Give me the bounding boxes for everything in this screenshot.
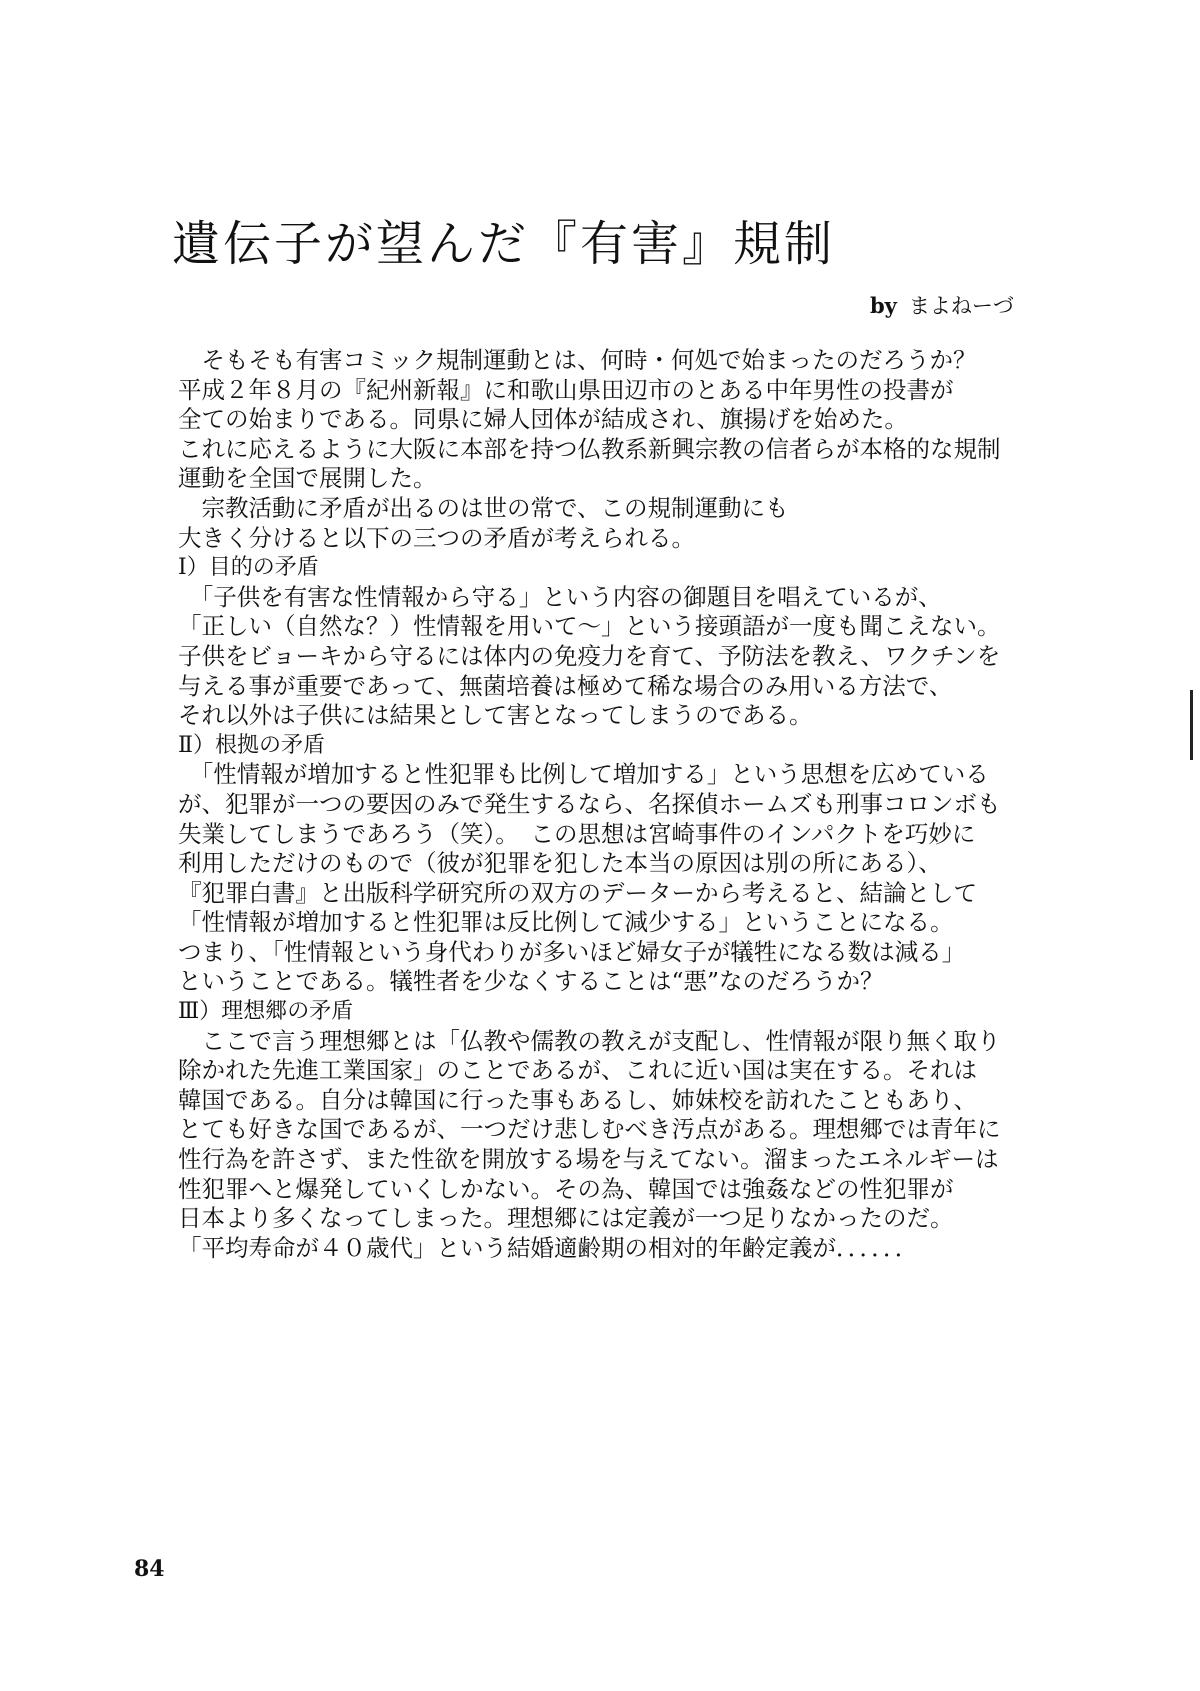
body-line: とても好きな国であるが、一つだけ悲しむべき汚点がある。理想郷では青年に xyxy=(178,1115,1001,1144)
body-line: 「性情報が増加すると性犯罪も比例して増加する」という思想を広めている xyxy=(178,760,989,789)
body-line: 性行為を許さず、また性欲を開放する場を与えてない。溜まったエネルギーは xyxy=(178,1145,999,1174)
article-body xyxy=(178,346,1078,1263)
body-line: 「性情報が増加すると性犯罪は反比例して減少する」ということになる。 xyxy=(178,908,954,937)
body-line: ここで言う理想郷とは「仏教や儒教の教えが支配し、性情報が限り無く取り xyxy=(178,1026,1001,1055)
body-line: 「子供を有害な性情報から守る」という内容の御題目を唱えているが、 xyxy=(178,582,942,611)
byline xyxy=(870,290,1014,320)
section-heading-basis: Ⅱ）根拠の矛盾 xyxy=(178,732,325,758)
page-number: 84 xyxy=(134,1556,165,1582)
body-line: 大きく分けると以下の三つの矛盾が考えられる。 xyxy=(178,523,695,552)
body-line: 除かれた先進工業国家」のことであるが、これに近い国は実在する。それは xyxy=(178,1056,977,1085)
body-line: 性犯罪へと爆発していくしかない。その為、韓国では強姦などの性犯罪が xyxy=(178,1174,954,1203)
section-heading-utopia: Ⅲ）理想郷の矛盾 xyxy=(178,999,354,1025)
body-line: 子供をビョーキから守るには体内の免疫力を育て、予防法を教え、ワクチンを xyxy=(178,641,1001,670)
body-line: 「平均寿命が４０歳代」という結婚適齢期の相対的年齢定義が．．．．．． xyxy=(178,1233,919,1262)
body-line: 利用しただけのもので（彼が犯罪を犯した本当の原因は別の所にある）、 xyxy=(178,849,942,878)
byline-by: by xyxy=(870,293,897,318)
body-line: 与える事が重要であって、無菌培養は極めて稀な場合のみ用いる方法で、 xyxy=(178,671,953,700)
body-line: 『犯罪白書』と出版科学研究所の双方のデーターから考えると、結論として xyxy=(178,878,977,907)
body-line: 韓国である。自分は韓国に行った事もあるし、姉妹校を訪れたこともあり、 xyxy=(178,1085,977,1114)
body-line: 運動を全国で展開した。 xyxy=(178,464,437,493)
body-line: 全ての始まりである。同県に婦人団体が結成され、旗揚げを始めた。 xyxy=(178,405,908,434)
page-title: 遺伝子が望んだ『有害』規制 xyxy=(172,216,836,272)
body-line: それ以外は子供には結果として害となってしまうのである。 xyxy=(178,701,813,730)
body-line: 失業してしまうであろう（笑）。 この思想は宮崎事件のインパクトを巧妙に xyxy=(178,819,976,848)
body-line: つまり、「性情報という身代わりが多いほど婦女子が犠牲になる数は減る」 xyxy=(178,937,966,966)
body-line: 平成２年８月の『紀州新報』に和歌山県田辺市のとある中年男性の投書が xyxy=(178,375,954,404)
body-line: これに応えるように大阪に本部を持つ仏教系新興宗教の信者らが本格的な規制 xyxy=(178,434,1001,463)
section-heading-purpose: Ⅰ）目的の矛盾 xyxy=(178,555,319,581)
body-line: が、犯罪が一つの要因のみで発生するなら、名探偵ホームズも刑事コロンボも xyxy=(178,789,1001,818)
scan-edge-mark xyxy=(1190,690,1193,760)
body-line: ということである。犠牲者を少なくすることは“悪”なのだろうか？ xyxy=(178,967,884,996)
byline-author: まよねーづ xyxy=(908,294,1014,318)
body-line: そもそも有害コミック規制運動とは、何時・何処で始まったのだろうか？ xyxy=(178,346,977,374)
body-line: 宗教活動に矛盾が出るのは世の常で、この規制運動にも xyxy=(178,493,789,522)
body-line: 「正しい（自然な？）性情報を用いて～」という接頭語が一度も聞こえない。 xyxy=(178,612,1001,641)
body-line: 日本より多くなってしまった。理想郷には定義が一つ足りなかったのだ。 xyxy=(178,1204,954,1233)
